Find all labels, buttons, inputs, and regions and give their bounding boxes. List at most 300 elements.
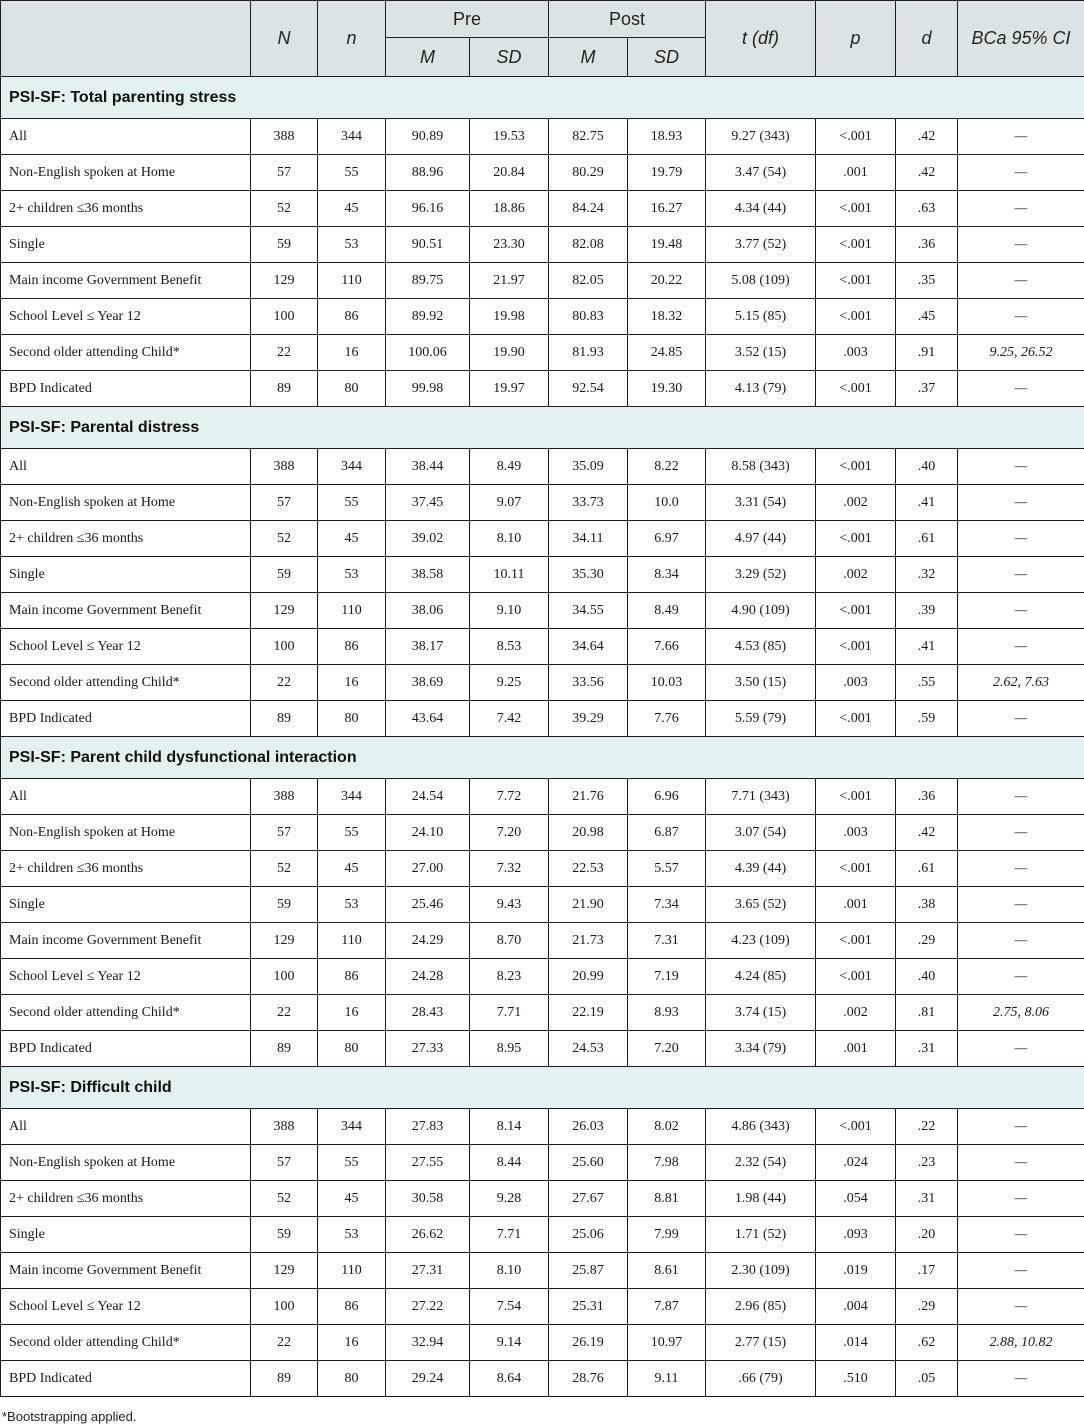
table-row — [1, 449, 1084, 485]
cell-ci: — — [958, 1109, 1084, 1145]
table-row — [1, 887, 1084, 923]
cell-t: 3.50 (15) — [706, 665, 816, 701]
cell-pre-m: 24.28 — [386, 959, 470, 995]
cell-post-m: 20.98 — [549, 815, 628, 851]
cell-t: 4.34 (44) — [706, 191, 816, 227]
cell-pre-m: 26.62 — [386, 1217, 470, 1253]
cell-post-sd: 8.81 — [628, 1181, 706, 1217]
cell-pre-m: 99.98 — [386, 371, 470, 407]
cell-N: 57 — [251, 155, 318, 191]
cell-N: 57 — [251, 1145, 318, 1181]
header-ci: BCa 95% CI — [958, 1, 1084, 77]
cell-post-sd: 7.34 — [628, 887, 706, 923]
header-pre-m: M — [386, 38, 470, 77]
cell-pre-sd: 19.53 — [470, 119, 549, 155]
cell-t: 4.23 (109) — [706, 923, 816, 959]
cell-ci: — — [958, 191, 1084, 227]
cell-post-m: 24.53 — [549, 1031, 628, 1067]
row-label: Second older attending Child* — [1, 995, 251, 1031]
cell-p: <.001 — [816, 593, 896, 629]
cell-pre-m: 90.89 — [386, 119, 470, 155]
cell-N: 52 — [251, 191, 318, 227]
cell-post-m: 28.76 — [549, 1361, 628, 1397]
cell-post-sd: 6.97 — [628, 521, 706, 557]
cell-p: .002 — [816, 995, 896, 1031]
cell-post-sd: 18.93 — [628, 119, 706, 155]
cell-post-m: 35.09 — [549, 449, 628, 485]
row-label: Single — [1, 557, 251, 593]
cell-post-sd: 10.0 — [628, 485, 706, 521]
cell-pre-sd: 7.71 — [470, 995, 549, 1031]
table-row — [1, 263, 1084, 299]
cell-n: 55 — [318, 155, 386, 191]
table-row — [1, 155, 1084, 191]
cell-ci: — — [958, 923, 1084, 959]
cell-N: 388 — [251, 119, 318, 155]
table-row — [1, 1253, 1084, 1289]
table-row — [1, 1181, 1084, 1217]
cell-d: .17 — [896, 1253, 958, 1289]
cell-pre-sd: 9.28 — [470, 1181, 549, 1217]
cell-ci: — — [958, 1253, 1084, 1289]
cell-pre-m: 43.64 — [386, 701, 470, 737]
cell-N: 100 — [251, 629, 318, 665]
cell-pre-m: 39.02 — [386, 521, 470, 557]
cell-post-sd: 9.11 — [628, 1361, 706, 1397]
cell-p: .001 — [816, 1031, 896, 1067]
cell-d: .45 — [896, 299, 958, 335]
cell-ci: — — [958, 815, 1084, 851]
table-header — [1, 1, 1084, 77]
cell-t: 3.52 (15) — [706, 335, 816, 371]
cell-p: .054 — [816, 1181, 896, 1217]
cell-pre-sd: 8.10 — [470, 521, 549, 557]
cell-post-m: 92.54 — [549, 371, 628, 407]
row-label: All — [1, 449, 251, 485]
cell-post-sd: 16.27 — [628, 191, 706, 227]
table-row — [1, 1325, 1084, 1361]
cell-n: 53 — [318, 887, 386, 923]
cell-ci: 2.88, 10.82 — [958, 1325, 1084, 1361]
header-post-sd: SD — [628, 38, 706, 77]
group-title: PSI-SF: Parental distress — [1, 407, 1084, 449]
cell-pre-sd: 19.97 — [470, 371, 549, 407]
row-label: School Level ≤ Year 12 — [1, 959, 251, 995]
cell-t: 4.39 (44) — [706, 851, 816, 887]
cell-post-m: 27.67 — [549, 1181, 628, 1217]
cell-pre-m: 32.94 — [386, 1325, 470, 1361]
cell-N: 89 — [251, 701, 318, 737]
cell-d: .29 — [896, 1289, 958, 1325]
cell-pre-sd: 19.98 — [470, 299, 549, 335]
cell-post-sd: 19.48 — [628, 227, 706, 263]
table-row — [1, 593, 1084, 629]
cell-pre-sd: 18.86 — [470, 191, 549, 227]
cell-ci: — — [958, 557, 1084, 593]
row-label: Non-English spoken at Home — [1, 815, 251, 851]
cell-post-m: 34.64 — [549, 629, 628, 665]
cell-ci: — — [958, 779, 1084, 815]
cell-pre-m: 24.10 — [386, 815, 470, 851]
cell-pre-m: 37.45 — [386, 485, 470, 521]
table-row — [1, 779, 1084, 815]
cell-d: .41 — [896, 485, 958, 521]
cell-d: .42 — [896, 119, 958, 155]
cell-d: .40 — [896, 449, 958, 485]
cell-t: 5.15 (85) — [706, 299, 816, 335]
cell-n: 53 — [318, 227, 386, 263]
cell-n: 110 — [318, 593, 386, 629]
cell-ci: 9.25, 26.52 — [958, 335, 1084, 371]
cell-post-m: 26.19 — [549, 1325, 628, 1361]
row-label: BPD Indicated — [1, 701, 251, 737]
cell-post-sd: 18.32 — [628, 299, 706, 335]
table-row — [1, 1031, 1084, 1067]
group-header — [1, 407, 1084, 449]
row-label: All — [1, 1109, 251, 1145]
cell-pre-m: 38.69 — [386, 665, 470, 701]
cell-pre-sd: 9.14 — [470, 1325, 549, 1361]
cell-d: .20 — [896, 1217, 958, 1253]
cell-post-m: 26.03 — [549, 1109, 628, 1145]
cell-p: <.001 — [816, 779, 896, 815]
cell-p: <.001 — [816, 119, 896, 155]
cell-t: 3.74 (15) — [706, 995, 816, 1031]
row-label: Single — [1, 227, 251, 263]
cell-t: 9.27 (343) — [706, 119, 816, 155]
cell-N: 52 — [251, 851, 318, 887]
cell-N: 388 — [251, 779, 318, 815]
cell-N: 57 — [251, 815, 318, 851]
cell-pre-m: 27.33 — [386, 1031, 470, 1067]
row-label: Second older attending Child* — [1, 665, 251, 701]
cell-d: .05 — [896, 1361, 958, 1397]
cell-ci: — — [958, 485, 1084, 521]
cell-pre-m: 28.43 — [386, 995, 470, 1031]
table-row — [1, 335, 1084, 371]
cell-p: <.001 — [816, 629, 896, 665]
cell-post-sd: 8.02 — [628, 1109, 706, 1145]
cell-pre-m: 38.06 — [386, 593, 470, 629]
cell-d: .91 — [896, 335, 958, 371]
cell-t: 3.47 (54) — [706, 155, 816, 191]
header-post-m: M — [549, 38, 628, 77]
cell-pre-sd: 9.07 — [470, 485, 549, 521]
table-row — [1, 629, 1084, 665]
cell-n: 80 — [318, 1361, 386, 1397]
cell-pre-sd: 8.10 — [470, 1253, 549, 1289]
cell-post-m: 22.53 — [549, 851, 628, 887]
cell-d: .61 — [896, 521, 958, 557]
cell-post-m: 25.60 — [549, 1145, 628, 1181]
cell-ci: — — [958, 119, 1084, 155]
cell-N: 129 — [251, 923, 318, 959]
cell-post-sd: 7.20 — [628, 1031, 706, 1067]
cell-pre-sd: 9.25 — [470, 665, 549, 701]
cell-p: .019 — [816, 1253, 896, 1289]
table-row — [1, 299, 1084, 335]
cell-t: 3.31 (54) — [706, 485, 816, 521]
cell-N: 52 — [251, 521, 318, 557]
cell-t: 4.53 (85) — [706, 629, 816, 665]
cell-post-m: 22.19 — [549, 995, 628, 1031]
table-row — [1, 485, 1084, 521]
cell-n: 344 — [318, 119, 386, 155]
cell-post-sd: 7.66 — [628, 629, 706, 665]
cell-d: .32 — [896, 557, 958, 593]
row-label: 2+ children ≤36 months — [1, 191, 251, 227]
cell-N: 388 — [251, 1109, 318, 1145]
cell-n: 344 — [318, 449, 386, 485]
cell-pre-sd: 7.20 — [470, 815, 549, 851]
row-label: Main income Government Benefit — [1, 263, 251, 299]
cell-n: 55 — [318, 485, 386, 521]
group-header — [1, 1067, 1084, 1109]
cell-n: 80 — [318, 371, 386, 407]
cell-post-sd: 8.34 — [628, 557, 706, 593]
cell-pre-m: 88.96 — [386, 155, 470, 191]
cell-t: 5.59 (79) — [706, 701, 816, 737]
cell-d: .31 — [896, 1031, 958, 1067]
cell-pre-sd: 19.90 — [470, 335, 549, 371]
cell-pre-sd: 23.30 — [470, 227, 549, 263]
cell-d: .22 — [896, 1109, 958, 1145]
cell-t: 1.98 (44) — [706, 1181, 816, 1217]
header-pre: Pre — [386, 1, 549, 38]
cell-p: <.001 — [816, 371, 896, 407]
cell-n: 86 — [318, 299, 386, 335]
row-label: 2+ children ≤36 months — [1, 521, 251, 557]
cell-pre-sd: 8.14 — [470, 1109, 549, 1145]
cell-d: .35 — [896, 263, 958, 299]
cell-post-m: 34.11 — [549, 521, 628, 557]
cell-pre-m: 30.58 — [386, 1181, 470, 1217]
cell-n: 53 — [318, 557, 386, 593]
cell-ci: — — [958, 1361, 1084, 1397]
cell-p: .014 — [816, 1325, 896, 1361]
cell-n: 110 — [318, 923, 386, 959]
cell-n: 86 — [318, 629, 386, 665]
cell-N: 52 — [251, 1181, 318, 1217]
cell-p: <.001 — [816, 299, 896, 335]
cell-p: .093 — [816, 1217, 896, 1253]
cell-p: .003 — [816, 815, 896, 851]
cell-post-sd: 10.03 — [628, 665, 706, 701]
cell-pre-m: 38.17 — [386, 629, 470, 665]
row-label: BPD Indicated — [1, 371, 251, 407]
header-pre-sd: SD — [470, 38, 549, 77]
cell-d: .36 — [896, 227, 958, 263]
cell-p: .003 — [816, 335, 896, 371]
cell-post-m: 84.24 — [549, 191, 628, 227]
cell-n: 344 — [318, 1109, 386, 1145]
footnote: *Bootstrapping applied. — [2, 1409, 137, 1424]
cell-post-m: 21.76 — [549, 779, 628, 815]
row-label: Second older attending Child* — [1, 335, 251, 371]
cell-post-m: 39.29 — [549, 701, 628, 737]
header-N: N — [251, 1, 318, 77]
cell-ci: — — [958, 299, 1084, 335]
cell-N: 59 — [251, 887, 318, 923]
cell-post-sd: 6.87 — [628, 815, 706, 851]
cell-ci: — — [958, 887, 1084, 923]
group-title: PSI-SF: Difficult child — [1, 1067, 1084, 1109]
cell-pre-sd: 8.23 — [470, 959, 549, 995]
header-p: p — [816, 1, 896, 77]
cell-ci: — — [958, 701, 1084, 737]
cell-p: <.001 — [816, 521, 896, 557]
group-title: PSI-SF: Parent child dysfunctional interaction — [1, 737, 1084, 779]
cell-pre-m: 27.55 — [386, 1145, 470, 1181]
cell-p: .002 — [816, 485, 896, 521]
cell-pre-sd: 8.53 — [470, 629, 549, 665]
cell-post-sd: 7.99 — [628, 1217, 706, 1253]
cell-ci: — — [958, 263, 1084, 299]
cell-post-m: 25.06 — [549, 1217, 628, 1253]
table-row — [1, 665, 1084, 701]
cell-p: <.001 — [816, 227, 896, 263]
cell-d: .36 — [896, 779, 958, 815]
cell-t: 3.77 (52) — [706, 227, 816, 263]
cell-post-sd: 19.30 — [628, 371, 706, 407]
cell-post-sd: 8.61 — [628, 1253, 706, 1289]
cell-post-sd: 7.76 — [628, 701, 706, 737]
row-label: Single — [1, 887, 251, 923]
cell-p: <.001 — [816, 449, 896, 485]
table-row — [1, 227, 1084, 263]
cell-post-sd: 7.19 — [628, 959, 706, 995]
cell-N: 22 — [251, 1325, 318, 1361]
group-header — [1, 77, 1084, 119]
row-label: 2+ children ≤36 months — [1, 851, 251, 887]
table-row — [1, 557, 1084, 593]
cell-d: .38 — [896, 887, 958, 923]
cell-n: 16 — [318, 995, 386, 1031]
cell-post-m: 82.08 — [549, 227, 628, 263]
cell-ci: — — [958, 629, 1084, 665]
table-row — [1, 959, 1084, 995]
cell-N: 100 — [251, 959, 318, 995]
cell-t: 2.30 (109) — [706, 1253, 816, 1289]
cell-post-m: 25.31 — [549, 1289, 628, 1325]
cell-pre-m: 24.29 — [386, 923, 470, 959]
group-title: PSI-SF: Total parenting stress — [1, 77, 1084, 119]
cell-N: 59 — [251, 1217, 318, 1253]
cell-n: 55 — [318, 1145, 386, 1181]
cell-d: .42 — [896, 155, 958, 191]
row-label: School Level ≤ Year 12 — [1, 629, 251, 665]
cell-post-m: 34.55 — [549, 593, 628, 629]
cell-t: 2.96 (85) — [706, 1289, 816, 1325]
cell-d: .41 — [896, 629, 958, 665]
cell-p: <.001 — [816, 1109, 896, 1145]
table-row — [1, 1217, 1084, 1253]
cell-pre-sd: 7.32 — [470, 851, 549, 887]
table-row — [1, 119, 1084, 155]
cell-t: 3.34 (79) — [706, 1031, 816, 1067]
cell-post-sd: 10.97 — [628, 1325, 706, 1361]
cell-p: .001 — [816, 887, 896, 923]
cell-ci: — — [958, 959, 1084, 995]
cell-t: 3.07 (54) — [706, 815, 816, 851]
cell-p: <.001 — [816, 191, 896, 227]
cell-d: .31 — [896, 1181, 958, 1217]
cell-p: <.001 — [816, 959, 896, 995]
cell-ci: — — [958, 227, 1084, 263]
cell-p: .510 — [816, 1361, 896, 1397]
cell-pre-m: 38.44 — [386, 449, 470, 485]
cell-post-sd: 5.57 — [628, 851, 706, 887]
cell-N: 57 — [251, 485, 318, 521]
cell-post-sd: 7.98 — [628, 1145, 706, 1181]
cell-pre-m: 90.51 — [386, 227, 470, 263]
cell-pre-m: 38.58 — [386, 557, 470, 593]
cell-n: 45 — [318, 191, 386, 227]
group-header — [1, 737, 1084, 779]
cell-n: 344 — [318, 779, 386, 815]
cell-post-sd: 8.93 — [628, 995, 706, 1031]
cell-post-m: 21.90 — [549, 887, 628, 923]
cell-n: 86 — [318, 959, 386, 995]
cell-pre-sd: 7.72 — [470, 779, 549, 815]
header-d: d — [896, 1, 958, 77]
cell-n: 80 — [318, 701, 386, 737]
cell-t: 5.08 (109) — [706, 263, 816, 299]
cell-post-sd: 7.31 — [628, 923, 706, 959]
row-label: Non-English spoken at Home — [1, 1145, 251, 1181]
cell-post-m: 82.75 — [549, 119, 628, 155]
cell-pre-m: 89.92 — [386, 299, 470, 335]
table-row — [1, 371, 1084, 407]
cell-pre-sd: 20.84 — [470, 155, 549, 191]
table-row — [1, 995, 1084, 1031]
cell-p: .003 — [816, 665, 896, 701]
cell-N: 22 — [251, 665, 318, 701]
cell-pre-sd: 7.71 — [470, 1217, 549, 1253]
cell-p: .001 — [816, 155, 896, 191]
cell-n: 45 — [318, 521, 386, 557]
row-label: Second older attending Child* — [1, 1325, 251, 1361]
cell-post-sd: 6.96 — [628, 779, 706, 815]
row-label: School Level ≤ Year 12 — [1, 1289, 251, 1325]
cell-pre-sd: 10.11 — [470, 557, 549, 593]
cell-p: .024 — [816, 1145, 896, 1181]
cell-N: 59 — [251, 557, 318, 593]
cell-ci: — — [958, 851, 1084, 887]
cell-n: 53 — [318, 1217, 386, 1253]
cell-post-sd: 8.22 — [628, 449, 706, 485]
row-label: School Level ≤ Year 12 — [1, 299, 251, 335]
table-row — [1, 191, 1084, 227]
cell-d: .37 — [896, 371, 958, 407]
row-label: All — [1, 779, 251, 815]
cell-p: <.001 — [816, 923, 896, 959]
row-label: Non-English spoken at Home — [1, 155, 251, 191]
row-label: Main income Government Benefit — [1, 593, 251, 629]
cell-N: 100 — [251, 1289, 318, 1325]
cell-t: 4.13 (79) — [706, 371, 816, 407]
cell-pre-sd: 8.49 — [470, 449, 549, 485]
table-row — [1, 701, 1084, 737]
cell-d: .29 — [896, 923, 958, 959]
cell-ci: — — [958, 1031, 1084, 1067]
cell-pre-sd: 8.64 — [470, 1361, 549, 1397]
cell-post-m: 82.05 — [549, 263, 628, 299]
cell-pre-sd: 8.70 — [470, 923, 549, 959]
cell-d: .62 — [896, 1325, 958, 1361]
cell-N: 22 — [251, 335, 318, 371]
cell-n: 16 — [318, 1325, 386, 1361]
